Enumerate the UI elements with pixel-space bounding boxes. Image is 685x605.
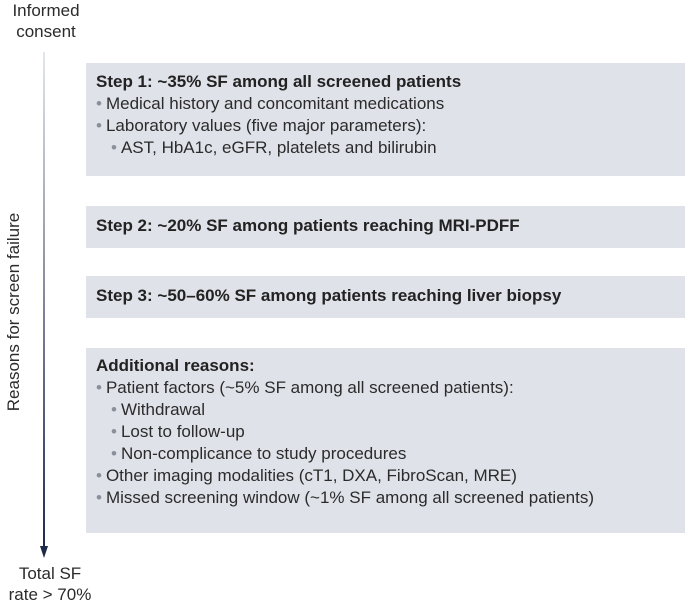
bottom-label-line-2: rate > 70%	[8, 585, 92, 604]
bottom-label-line-1: Total SF	[18, 564, 82, 583]
additional-item	[96, 377, 675, 399]
additional-item-text: Patient factors (~5% SF among all screened patients):	[105, 378, 514, 397]
bullet-icon: •	[111, 138, 117, 157]
step1-item	[96, 115, 675, 137]
bullet-icon: •	[111, 444, 117, 463]
additional-item-text: Missed screening window (~1% SF among all screened patients)	[105, 488, 594, 507]
additional-subitem	[96, 399, 675, 421]
arrow-shaft	[43, 52, 45, 548]
bullet-icon: •	[96, 466, 102, 485]
top-label-informed-consent	[0, 0, 92, 42]
step3-box	[86, 276, 685, 318]
step1-item	[96, 93, 675, 115]
additional-subitem	[96, 443, 675, 465]
additional-item	[96, 487, 675, 509]
additional-item-text: Other imaging modalities (cT1, DXA, FibroScan, MRE)	[105, 466, 517, 485]
axis-label-text: Reasons for screen failure	[4, 212, 23, 412]
additional-subitem-text: Non-complicance to study procedures	[120, 444, 407, 463]
step1-subitem-text: AST, HbA1c, eGFR, platelets and bilirubin	[120, 138, 437, 157]
additional-subitem-text: Lost to follow-up	[120, 422, 245, 441]
step2-title: Step 2: ~20% SF among patients reaching MRI-PDFF	[96, 216, 520, 235]
additional-subitem-text: Withdrawal	[120, 400, 206, 419]
progression-arrow	[40, 52, 48, 558]
step1-subitem	[96, 137, 675, 159]
step1-title: Step 1: ~35% SF among all screened patients	[96, 72, 462, 91]
additional-reasons-box	[86, 348, 685, 533]
top-label-line-2: consent	[16, 22, 76, 41]
bullet-icon: •	[96, 116, 102, 135]
step1-item-text: Laboratory values (five major parameters):	[105, 116, 427, 135]
arrow-head	[40, 546, 48, 558]
step1-item-text: Medical history and concomitant medications	[105, 94, 445, 113]
step2-box	[86, 206, 685, 248]
additional-item	[96, 465, 675, 487]
bottom-label-total-sf	[0, 563, 100, 605]
additional-subitem	[96, 421, 675, 443]
additional-title: Additional reasons:	[96, 356, 255, 375]
bullet-icon: •	[111, 422, 117, 441]
bullet-icon: •	[96, 488, 102, 507]
bullet-icon: •	[96, 94, 102, 113]
step1-box	[86, 63, 685, 176]
bullet-icon: •	[111, 400, 117, 419]
step3-title: Step 3: ~50–60% SF among patients reaching liver biopsy	[96, 286, 562, 305]
bullet-icon: •	[96, 378, 102, 397]
top-label-line-1: Informed	[12, 1, 80, 20]
